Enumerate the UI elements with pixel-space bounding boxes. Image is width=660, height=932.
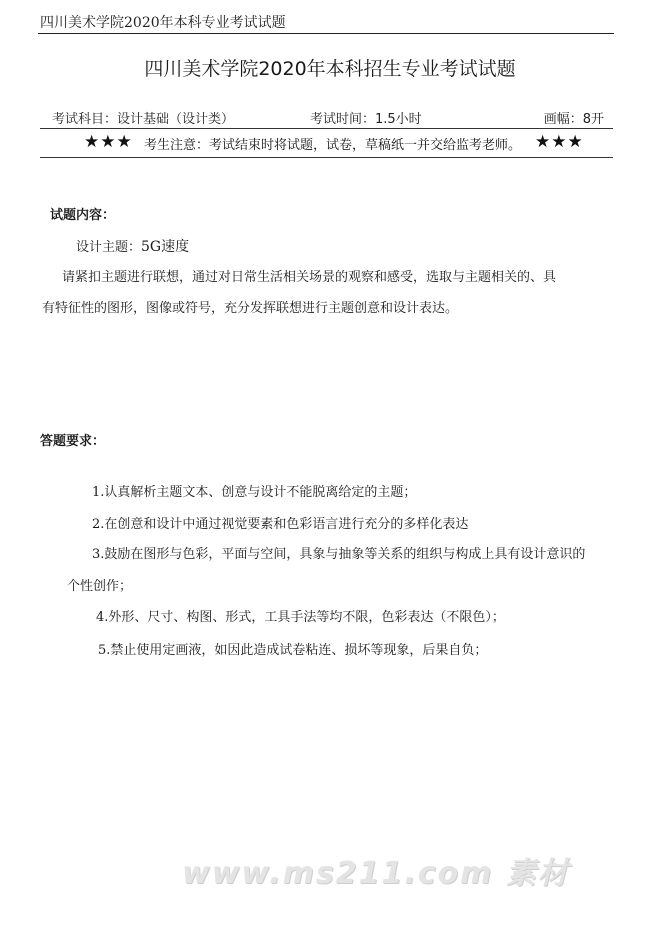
running-header: 四川美术学院2020年本科专业考试试题 <box>40 15 286 31</box>
requirements-heading: 答题要求： <box>40 434 106 449</box>
requirement-item: 5.禁止使用定画液，如因此造成试卷粘连、损坏等现象，后果自负； <box>98 643 488 658</box>
requirement-item: 2.在创意和设计中通过视觉要素和色彩语言进行充分的多样化表达 <box>92 517 469 532</box>
content-heading: 试题内容： <box>50 208 116 223</box>
content-paragraph-line: 有特征性的图形，图像或符号，充分发挥联想进行主题创意和设计表达。 <box>42 301 459 316</box>
requirement-item: 1.认真解析主题文本、创意与设计不能脱离给定的主题； <box>92 485 417 500</box>
requirement-item: 4.外形、尺寸、构图、形式，工具手法等均不限，色彩表达（不限色）； <box>96 610 505 625</box>
notice-top-rule <box>40 128 613 129</box>
paper-size: 画幅：8开 <box>543 112 604 127</box>
requirement-item: 3.鼓励在图形与色彩，平面与空间，具象与抽象等关系的组织与构成上具有设计意识的 <box>92 547 586 562</box>
page-title: 四川美术学院2020年本科招生专业考试试题 <box>144 58 516 80</box>
design-topic <box>76 236 189 256</box>
notice-text: 考生注意：考试结束时将试题，试卷，草稿纸一并交给监考老师。 <box>144 138 522 153</box>
topic-label: 设计主题： <box>76 240 142 255</box>
notice-bottom-rule <box>40 157 613 158</box>
requirement-item-continuation: 个性创作； <box>67 579 133 594</box>
topic-value: 5G速度 <box>141 239 190 255</box>
exam-subject: 考试科目：设计基础（设计类） <box>52 112 235 127</box>
exam-time: 考试时间：1.5小时 <box>310 112 422 127</box>
content-paragraph-line: 请紧扣主题进行联想，通过对日常生活相关场景的观察和感受，选取与主题相关的、具 <box>62 270 557 285</box>
watermark: www.ms211.com 素材 <box>182 856 570 891</box>
header-rule <box>38 33 614 34</box>
star-icon-group-right: ★★★ <box>535 132 584 152</box>
star-icon-group-left: ★★★ <box>84 132 133 152</box>
